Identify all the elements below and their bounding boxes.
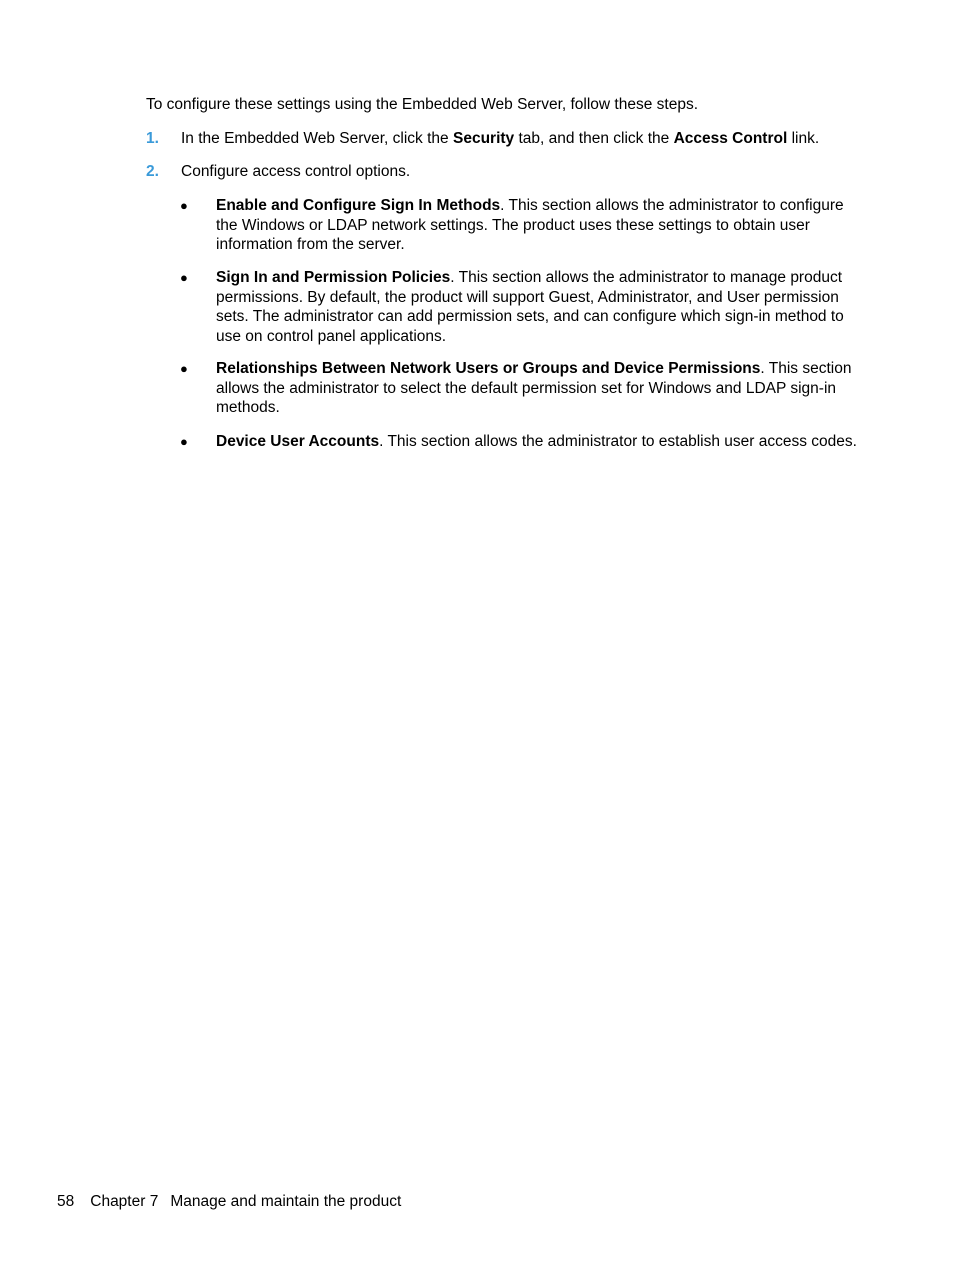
- bullet-heading: Relationships Between Network Users or Groups and Device Permissions: [216, 360, 761, 377]
- chapter-title: Manage and maintain the product: [170, 1193, 402, 1210]
- access-control-link-reference: Access Control: [673, 130, 788, 147]
- bullet-icon: ●: [180, 198, 188, 213]
- bullet-description: . This section allows the administrator to configure the Windows or LDAP network settings. The product uses these settings to obtain user information from the server.: [216, 197, 844, 253]
- bullet-description: . This section allows the administrator to select the default permission set for Windows and LDAP sign-in methods.: [216, 360, 852, 416]
- intro-paragraph: To configure these settings using the Embedded Web Server, follow these steps.: [146, 96, 699, 113]
- step-text: In the Embedded Web Server, click the Security tab, and then click the Access Control link.: [181, 130, 820, 147]
- bullet-heading: Sign In and Permission Policies: [216, 269, 451, 286]
- bullet-icon: ●: [180, 270, 188, 285]
- bullet-icon: ●: [180, 434, 188, 449]
- bullet-description: . This section allows the administrator to manage product permissions. By default, the product will support Guest, Administrator, and User permission sets. The administrator can add permission sets, and can configure which sign-in method to use on control panel applications.: [216, 269, 844, 345]
- security-tab-reference: Security: [452, 130, 515, 147]
- page-footer: [57, 1192, 401, 1212]
- page-number: 58: [57, 1193, 75, 1210]
- bullet-description: . This section allows the administrator to establish user access codes.: [379, 433, 857, 450]
- step-number: 1.: [146, 130, 159, 147]
- step-number: 2.: [146, 163, 159, 180]
- step-text: Configure access control options.: [181, 163, 411, 180]
- chapter-label: Chapter 7: [90, 1193, 159, 1210]
- bullet-heading: Device User Accounts: [216, 433, 380, 450]
- bullet-icon: ●: [180, 361, 188, 376]
- bullet-heading: Enable and Configure Sign In Methods: [216, 197, 501, 214]
